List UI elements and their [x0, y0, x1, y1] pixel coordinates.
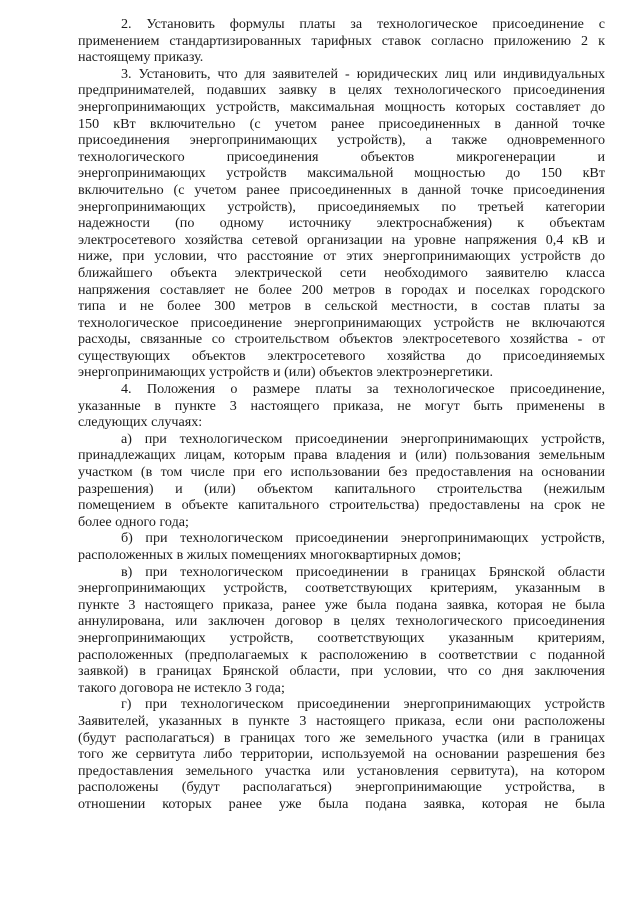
text-line: принадлежащих лицам, которым права владения и (или) пользования земельным: [78, 447, 605, 464]
text-line: расположенных (предполагаемых к расположению в соответствии с поданной: [78, 646, 605, 663]
text-line: технологическое присоединение энергопринимающих устройств не включаются: [78, 314, 605, 331]
text-line: технологического присоединения объектов микрогенерации и: [78, 148, 605, 165]
text-line: ниже, при условии, что расстояние от этих энергопринимающих устройств до: [78, 248, 605, 265]
text-line: того же сервитута либо территории, используемой на основании разрешения без: [78, 746, 605, 763]
text-line: надежности (по одному источнику электроснабжения) к объектам: [78, 215, 605, 232]
text-line: расположенных в жилых помещениях многоквартирных домов;: [78, 547, 462, 563]
text-line: отношении которых ранее уже была подана заявка, которая не была: [78, 795, 605, 812]
text-line: такого договора не истекло 3 года;: [78, 679, 285, 696]
text-line: а) при технологическом присоединении энергопринимающих устройств,: [121, 430, 605, 447]
text-line: электросетевого хозяйства сетевой организации на уровне напряжения 0,4 кВ и: [78, 231, 605, 248]
text-line: аннулирована, или заключен договор в целях технологического присоединения: [78, 613, 605, 630]
text-line: ближайшего объекта электрической сети необходимого заявителю класса: [78, 264, 605, 281]
text-line: помещением в объекте капитального строительства) предоставлены на срок не: [78, 497, 605, 514]
text-line: 4. Положения о размере платы за технологическое присоединение,: [121, 381, 605, 398]
text-line: предпринимателей, подавших заявку в целях технологического присоединения: [78, 82, 605, 99]
text-line: разрешения) и (или) объектом капитального строительства (нежилым: [78, 480, 605, 497]
text-line: энергопринимающих устройств), присоединяемых по третьей категории: [78, 198, 605, 215]
text-line: г) при технологическом присоединении энергопринимающих устройств: [121, 696, 605, 713]
text-line: 3. Установить, что для заявителей - юридических лиц или индивидуальных: [121, 65, 605, 82]
text-line: в) при технологическом присоединении в границах Брянской области: [121, 563, 605, 580]
text-line: 2. Установить формулы платы за технологическое присоединение с: [121, 16, 605, 32]
text-line: участком (в том числе при его использовании без предоставления на основании: [78, 464, 605, 481]
text-line: заявкой) в границах Брянской области, при условии, что со дня заключения: [78, 663, 605, 680]
text-line: (будут располагаться) в границах того же земельного участка (или в границах: [78, 729, 605, 746]
text-line: Заявителей, указанных в пункте 3 настоящего приказа, если они расположены: [78, 712, 605, 729]
text-line: применением стандартизированных тарифных ставок согласно приложению 2 к: [78, 32, 605, 49]
text-line: следующих случаях:: [78, 414, 203, 431]
text-line: типа и не более 300 метров в сельской местности, в состав платы за: [78, 298, 605, 315]
text-line: энергопринимающих устройств, соответствующих критериям, указанным в: [78, 580, 605, 597]
text-line: пункте 3 настоящего приказа, ранее уже была подана заявка, которая не была: [78, 596, 605, 613]
text-line: расположены (будут располагаться) энергопринимающие устройства, в: [78, 779, 605, 796]
text-line: 150 кВт включительно (с учетом ранее присоединенных в данной точке: [78, 115, 605, 132]
text-line: настоящему приказу.: [78, 49, 204, 66]
text-line: указанные в пункте 3 настоящего приказа, не могут быть применены в: [78, 397, 605, 414]
text-line: энергопринимающих устройств, соответствующих указанным критериям,: [78, 629, 605, 646]
text-line: более одного года;: [78, 513, 189, 530]
text-line: включительно (с учетом ранее присоединенных в данной точке присоединения: [78, 181, 605, 198]
text-line: энергопринимающих устройств и (или) объектов электроэнергетики.: [78, 364, 494, 381]
text-line: существующих объектов электросетевого хозяйства до присоединяемых: [78, 347, 605, 364]
text-line: присоединения энергопринимающих устройств), а также одновременного: [78, 132, 605, 149]
text-line: расходы, связанные со строительством объектов электросетевого хозяйства - от: [78, 331, 605, 348]
text-line: энергопринимающих устройств максимальной мощностью до 150 кВт: [78, 165, 605, 182]
text-line: энергопринимающих устройств, максимальная мощность которых составляет до: [78, 98, 605, 115]
text-line: напряжения составляет не более 200 метров в городах и поселках городского: [78, 281, 605, 298]
text-line: б) при технологическом присоединении энергопринимающих устройств,: [121, 530, 605, 547]
text-line: предоставления земельного участка или установления сервитута), на котором: [78, 762, 605, 779]
document-body: [78, 16, 605, 813]
